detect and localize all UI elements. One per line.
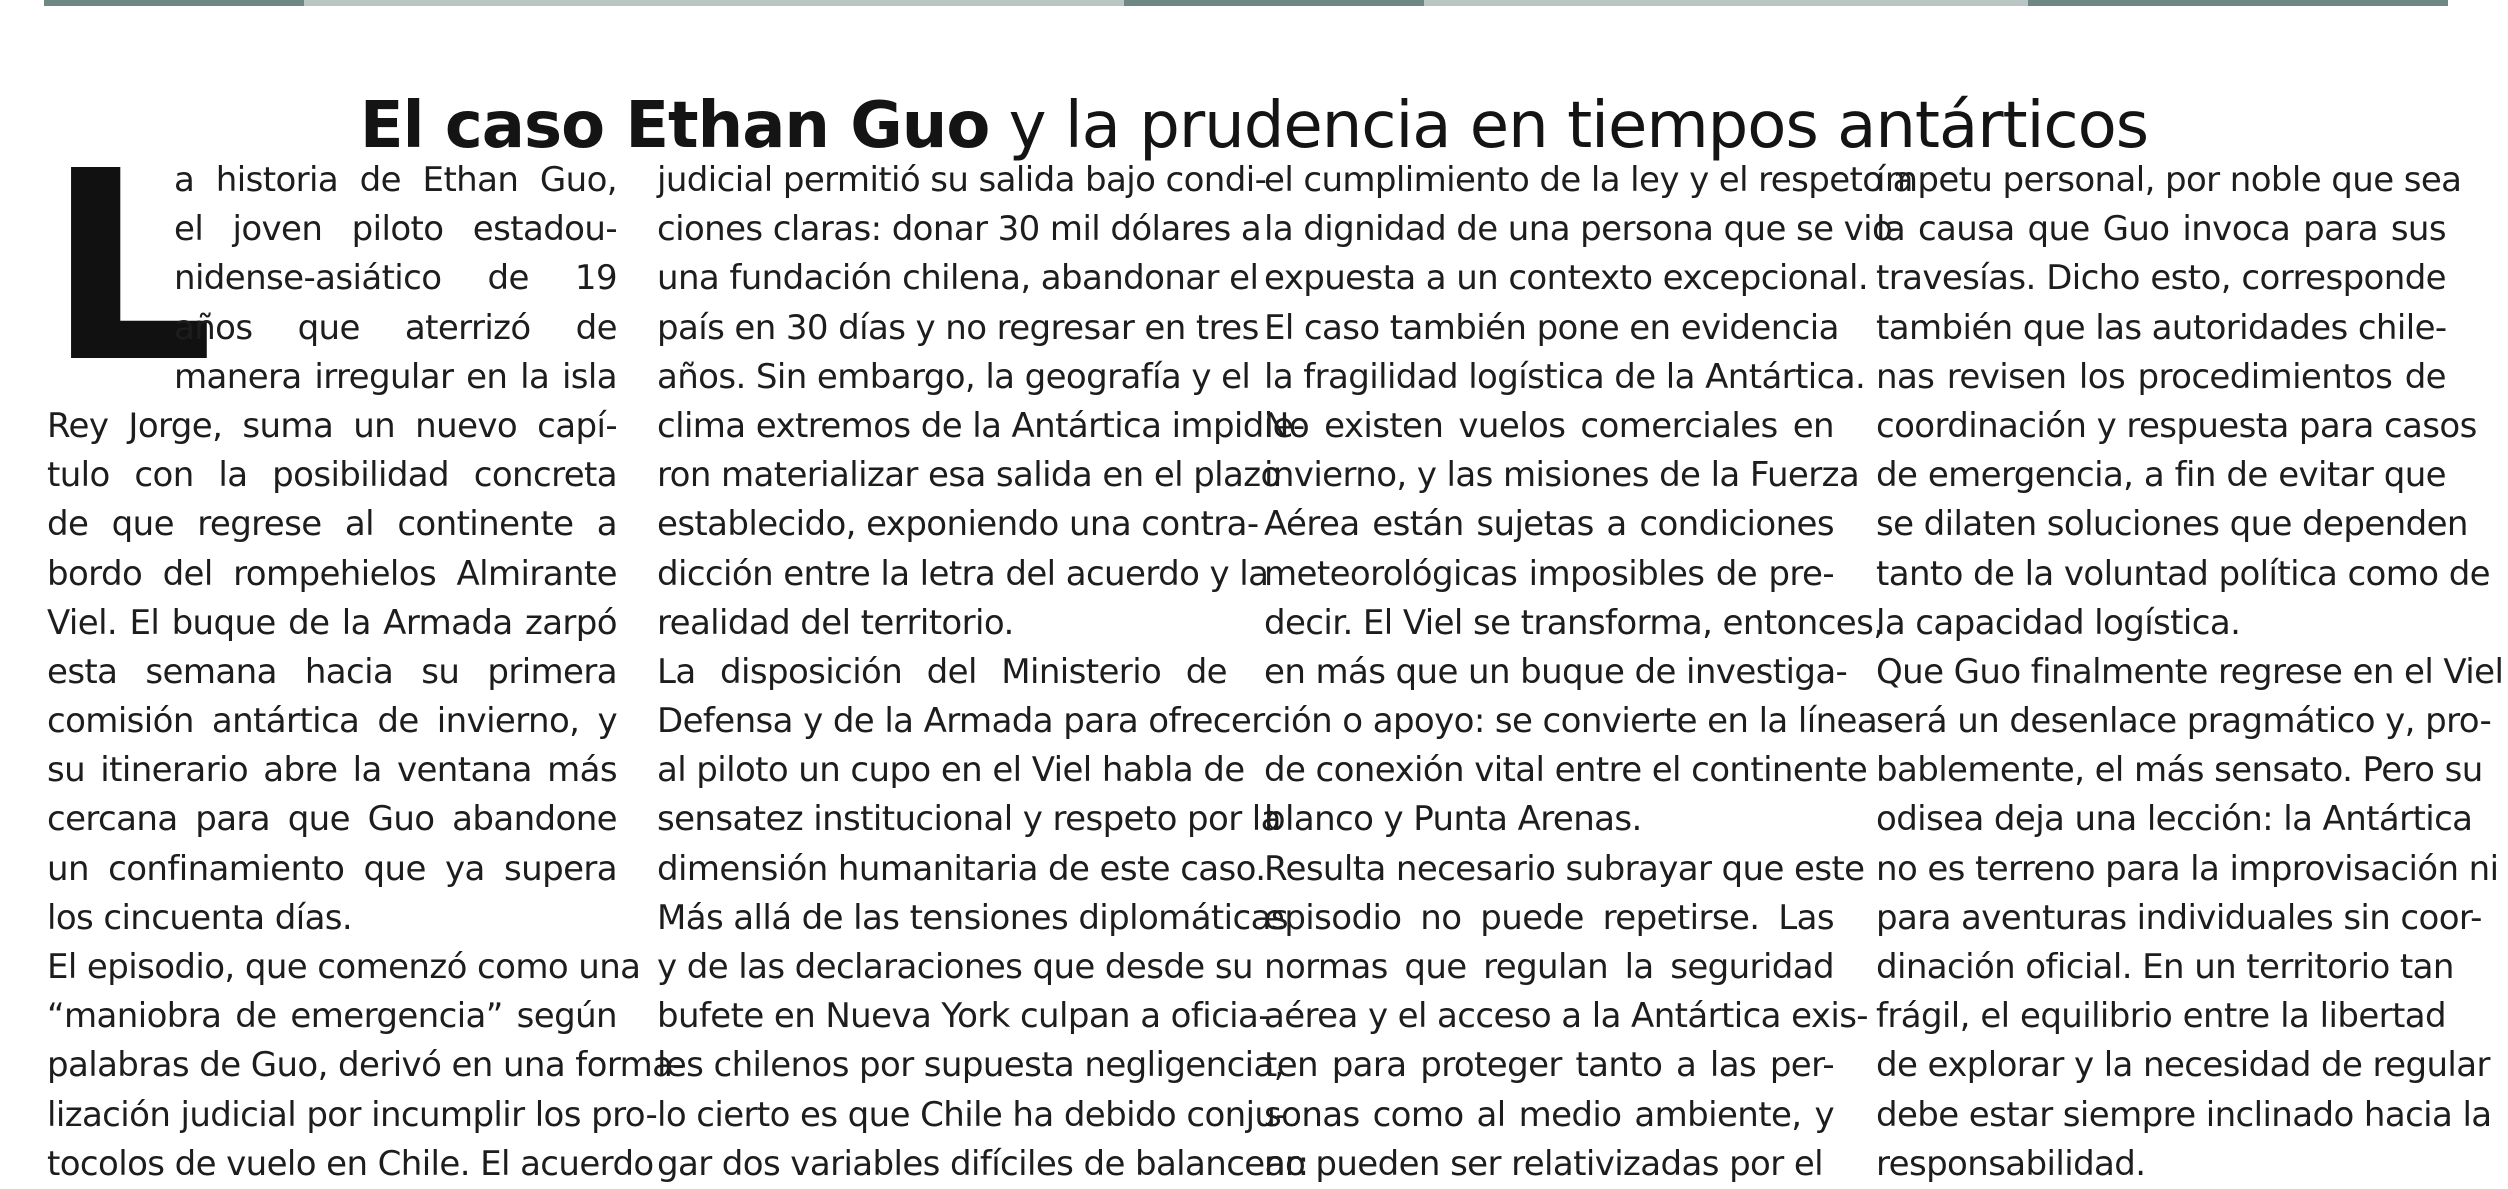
article-line: lo cierto es que Chile ha debido conju-	[657, 1094, 1288, 1135]
article-line: bufete en Nueva York culpan a oficia-	[657, 996, 1270, 1037]
article-line: tanto de la voluntad política como de	[1876, 553, 2490, 594]
article-line: años que aterrizó de	[174, 307, 617, 348]
article-line: blanco y Punta Arenas.	[1264, 799, 1642, 840]
article-line: se dilaten soluciones que dependen	[1876, 504, 2468, 545]
article-line: comisión antártica de invierno, y	[47, 701, 617, 742]
article-line: Que Guo finalmente regrese en el Viel	[1876, 651, 2504, 692]
article-line: coordinación y respuesta para casos	[1876, 405, 2477, 446]
article-line: bablemente, el más sensato. Pero su	[1876, 750, 2483, 791]
article-line: manera irregular en la isla	[174, 356, 617, 397]
article-line: nas revisen los procedimientos de	[1876, 356, 2446, 397]
article-line: ción o apoyo: se convierte en la línea	[1264, 701, 1878, 742]
article-line: el joven piloto estadou-	[174, 209, 617, 250]
drop-cap: L	[47, 115, 214, 420]
article-line: la fragilidad logística de la Antártica.	[1264, 356, 1866, 397]
article-line: La disposición del Ministerio de	[657, 651, 1227, 692]
article-line: judicial permitió su salida bajo condi-	[657, 160, 1267, 200]
article-line: de explorar y la necesidad de regular	[1876, 1045, 2490, 1086]
article-line: El episodio, que comenzó como una	[47, 947, 641, 987]
article-line: de emergencia, a fin de evitar que	[1876, 455, 2446, 496]
top-rule	[44, 0, 2448, 6]
article-line: ciones claras: donar 30 mil dólares a	[657, 209, 1262, 250]
article-line: normas que regulan la seguridad	[1264, 947, 1834, 987]
article-line: la dignidad de una persona que se vio	[1264, 209, 1893, 250]
article-line: nidense-asiático de 19	[174, 258, 617, 299]
article-line: sonas como al medio ambiente, y	[1264, 1094, 1834, 1135]
article-line: para aventuras individuales sin coor-	[1876, 897, 2482, 938]
article-line: Defensa y de la Armada para ofrecer	[657, 701, 1265, 742]
article-line: un confinamiento que ya supera	[47, 848, 617, 889]
article-column-4	[1876, 156, 2504, 1189]
article-line: dinación oficial. En un territorio tan	[1876, 947, 2454, 987]
article-line: El caso también pone en evidencia	[1264, 307, 1839, 348]
article-line: Rey Jorge, suma un nuevo capí-	[47, 405, 617, 446]
article-line: aérea y el acceso a la Antártica exis-	[1264, 996, 1868, 1037]
article-line: invierno, y las misiones de la Fuerza	[1264, 455, 1860, 496]
article-line: realidad del territorio.	[657, 602, 1014, 643]
article-line: odisea deja una lección: la Antártica	[1876, 799, 2473, 840]
article-line: su itinerario abre la ventana más	[47, 750, 617, 791]
article-line: de que regrese al continente a	[47, 504, 617, 545]
article-line: esta semana hacia su primera	[47, 651, 617, 692]
article-line: no pueden ser relativizadas por el	[1264, 1143, 1824, 1184]
article-line: expuesta a un contexto excepcional.	[1264, 258, 1869, 299]
article-line: gar dos variables difíciles de balancear:	[657, 1143, 1309, 1184]
article-line: una fundación chilena, abandonar el	[657, 258, 1259, 299]
article-line: la capacidad logística.	[1876, 602, 2241, 643]
article-line: ron materializar esa salida en el plazo	[657, 455, 1281, 496]
article-line: años. Sin embargo, la geografía y el	[657, 356, 1251, 397]
article-line: dimensión humanitaria de este caso.	[657, 848, 1266, 889]
article-line: decir. El Viel se transforma, entonces,	[1264, 602, 1884, 643]
article-line: también que las autoridades chile-	[1876, 307, 2447, 348]
top-rule-segment	[1124, 0, 1424, 6]
article-line: al piloto un cupo en el Viel habla de	[657, 750, 1245, 791]
article-line: Más allá de las tensiones diplomáticas	[657, 897, 1288, 938]
article-line: en más que un buque de investiga-	[1264, 651, 1848, 692]
article-line: dicción entre la letra del acuerdo y la	[657, 553, 1269, 594]
article-line: tulo con la posibilidad concreta	[47, 455, 617, 496]
article-line: Aérea están sujetas a condiciones	[1264, 504, 1834, 545]
article-line: ten para proteger tanto a las per-	[1264, 1045, 1834, 1086]
article-line: No existen vuelos comerciales en	[1264, 405, 1834, 446]
article-line: bordo del rompehielos Almirante	[47, 553, 617, 594]
article-column-1	[47, 115, 685, 1189]
article-line: Viel. El buque de la Armada zarpó	[47, 602, 617, 643]
article-line: de conexión vital entre el continente	[1264, 750, 1868, 791]
article-line: tocolos de vuelo en Chile. El acuerdo	[47, 1143, 654, 1184]
article-line: “maniobra de emergencia” según	[47, 996, 617, 1037]
article-column-3	[1264, 156, 1913, 1189]
article-line: país en 30 días y no regresar en tres	[657, 307, 1259, 348]
article-line: será un desenlace pragmático y, pro-	[1876, 701, 2492, 742]
article-line: responsabilidad.	[1876, 1143, 2146, 1184]
article-line: travesías. Dicho esto, corresponde	[1876, 258, 2446, 299]
article-line: sensatez institucional y respeto por la	[657, 799, 1281, 840]
article-line: Resulta necesario subrayar que este	[1264, 848, 1865, 889]
headline-light: y la prudencia en tiempos antárticos	[989, 88, 2149, 163]
article-line: ímpetu personal, por noble que sea	[1876, 160, 2462, 200]
article-line: les chilenos por supuesta negligencia,	[657, 1045, 1284, 1086]
article-line: meteorológicas imposibles de pre-	[1264, 553, 1834, 594]
top-rule-segment	[2028, 0, 2448, 6]
article-line: y de las declaraciones que desde su	[657, 947, 1253, 987]
article-line: los cincuenta días.	[47, 897, 353, 938]
article-line: establecido, exponiendo una contra-	[657, 504, 1259, 545]
headline-bold: El caso Ethan Guo	[359, 88, 990, 163]
article-line: lización judicial por incumplir los pro-	[47, 1094, 658, 1135]
article-line: la causa que Guo invoca para sus	[1876, 209, 2446, 250]
article-line: el cumplimiento de la ley y el respeto a	[1264, 160, 1913, 200]
article-line: debe estar siempre inclinado hacia la	[1876, 1094, 2492, 1135]
article-line: palabras de Guo, derivó en una forma-	[47, 1045, 685, 1086]
top-rule-segment	[44, 0, 304, 6]
article-line: frágil, el equilibrio entre la libertad	[1876, 996, 2446, 1037]
article-line: cercana para que Guo abandone	[47, 799, 617, 840]
article-line: clima extremos de la Antártica impidie-	[657, 405, 1305, 446]
article-line: episodio no puede repetirse. Las	[1264, 897, 1834, 938]
article-line: no es terreno para la improvisación ni	[1876, 848, 2499, 889]
article-line: a historia de Ethan Guo,	[174, 160, 617, 200]
article-column-2	[657, 156, 1309, 1189]
